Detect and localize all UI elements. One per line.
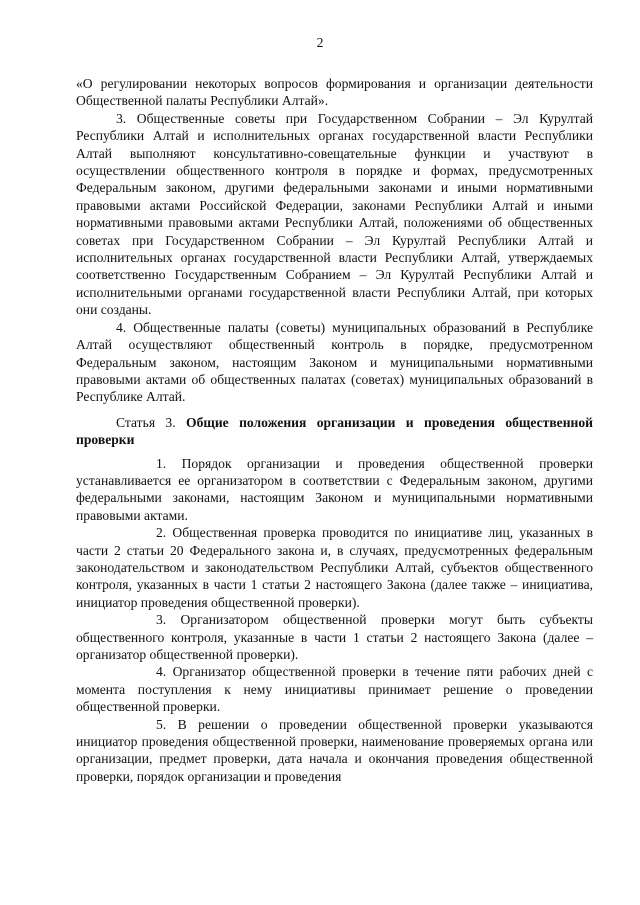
paragraph-3: 3. Общественные советы при Государственном Собрании – Эл Курултай Республики Алтай и исполнительных органах государственной власти Республики Алтай выполняют консультативно-совещательные функции и участвуют в осуществлении общественного контроля в порядке и формах, предусмотренных Федеральным законом, другими федеральными законами и иными нормативными правовыми актами Российской Федерации, законами Республики Алтай и иными нормативными правовыми актами Республики Алтай, положениями об общественных советах при Государственном Собрании – Эл Курултай Республики Алтай и исполнительных органах государственной власти Республики Алтай, утверждаемых соответственно Государственным Собранием – Эл Курултай Республики Алтай и исполнительными органами государственной власти Республики Алтай, при которых они созданы.: [76, 110, 593, 318]
item-text: Общественная проверка проводится по инициативе лиц, указанных в части 2 статьи 20 Федерального закона и, в случаях, предусмотренных федеральным законодательством и законодательством Республики Алтай, субъектов общественного контроля, указанных в части 1 статьи 2 настоящего Закона (далее также – инициатива, инициатор проведения общественной проверки).: [76, 525, 593, 610]
list-item: [76, 663, 593, 715]
list-item: [76, 716, 593, 786]
paragraph-continuation: «О регулировании некоторых вопросов формирования и организации деятельности Общественной палаты Республики Алтай».: [76, 76, 593, 109]
item-text: Организатором общественной проверки могут быть субъекты общественного контроля, указанные в части 1 статьи 2 настоящего Закона (далее – организатор общественной проверки).: [76, 612, 594, 662]
list-item: [76, 611, 593, 663]
item-number: 2.: [156, 525, 167, 541]
article-prefix: Статья 3.: [116, 414, 176, 430]
document-body: [76, 75, 593, 785]
item-text: Порядок организации и проведения общественной проверки устанавливается ее организатором в соответствии с Федеральным законом, другими федеральными законами, настоящим Законом и муниципальными нормативными правовыми актами.: [76, 455, 593, 523]
item-number: 5.: [156, 716, 167, 732]
paragraph-4: 4. Общественные палаты (советы) муниципальных образований в Республике Алтай осуществляют общественный контроль в порядке, предусмотренном Федеральным законом, настоящим Законом и муниципальными нормативными правовыми актами об общественных палатах (советах) муниципальных образований в Республике Алтай.: [76, 319, 593, 405]
item-number: 1.: [156, 455, 167, 471]
list-item: [76, 455, 593, 525]
item-number: 3.: [156, 612, 167, 628]
item-text: В решении о проведении общественной проверки указываются инициатор проведения общественной проверки, наименование проверяемых органа или организации, предмет проверки, дата начала и окончания проведения общественной проверки, порядок организации и проведения: [76, 716, 593, 784]
article-heading: [76, 414, 593, 449]
article-title: Общие положения организации и проведения общественной проверки: [76, 414, 593, 448]
list-item: [76, 524, 593, 611]
item-text: Организатор общественной проверки в течение пяти рабочих дней с момента поступления к нему инициативы принимает решение о проведении общественной проверки.: [76, 664, 594, 715]
page-number: 2: [316, 35, 324, 50]
item-number: 4.: [156, 664, 167, 680]
